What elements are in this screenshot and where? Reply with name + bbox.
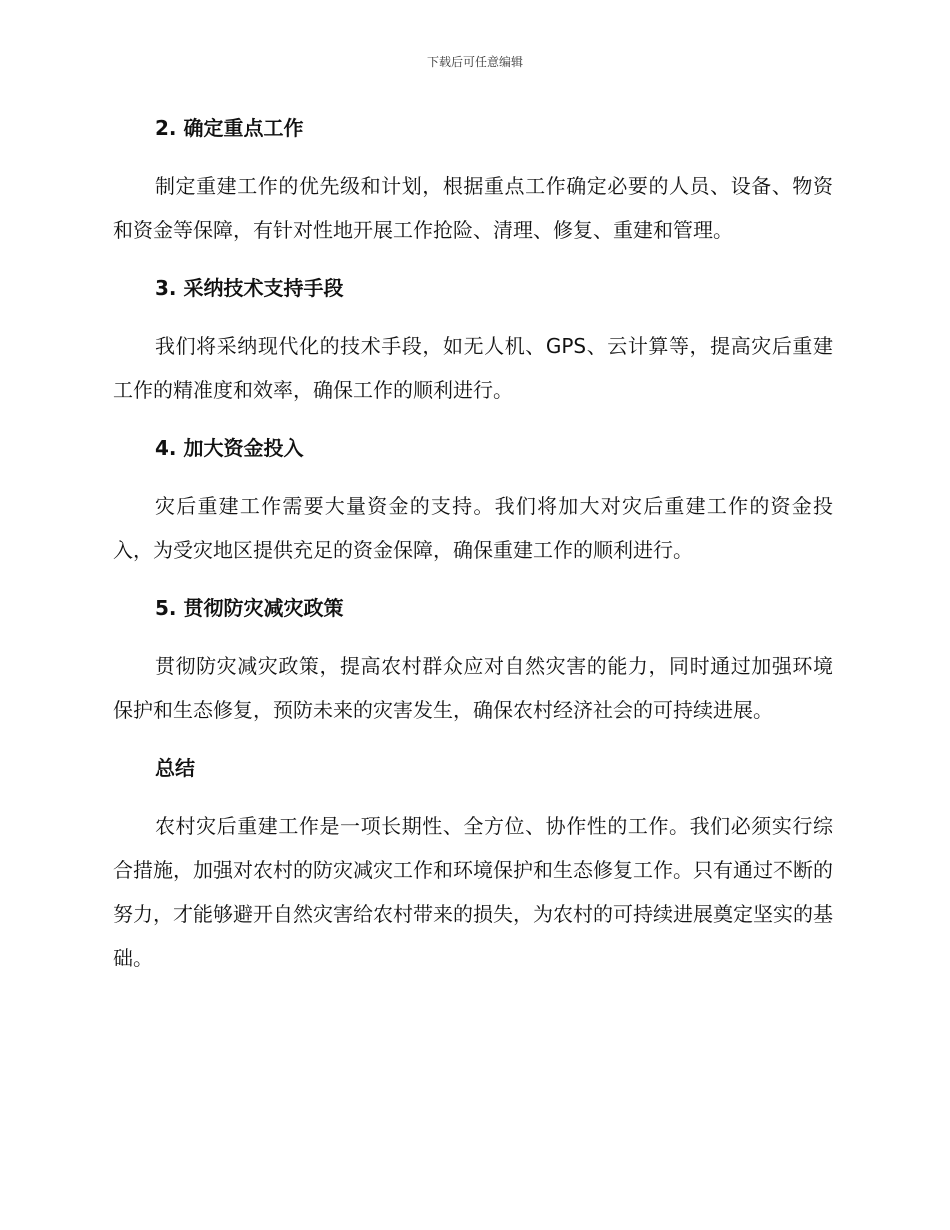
page-header: 下载后可任意编辑 (426, 55, 523, 69)
summary-paragraph: 农村灾后重建工作是一项长期性、全方位、协作性的工作。我们必须实行综合措施，加强对农村的防灾减灾工作和环境保护和生态修复工作。只有通过不断的努力，才能够避开自然灾害给农村带来的损失，为农村的可持续进展奠定坚实的基础。 (113, 814, 833, 970)
section-paragraph-4: 灾后重建工作需要大量资金的支持。我们将加大对灾后重建工作的资金投入，为受灾地区提供充足的资金保障，确保重建工作的顺利进行。 (113, 494, 833, 562)
section-heading-3: 3. 采纳技术支持手段 (155, 276, 344, 300)
section-heading-2: 2. 确定重点工作 (155, 116, 304, 140)
section-paragraph-5: 贯彻防灾减灾政策，提高农村群众应对自然灾害的能力，同时通过加强环境保护和生态修复，预防未来的灾害发生，确保农村经济社会的可持续进展。 (113, 654, 833, 722)
section-heading-4: 4. 加大资金投入 (155, 436, 304, 460)
section-paragraph-2: 制定重建工作的优先级和计划，根据重点工作确定必要的人员、设备、物资和资金等保障，有针对性地开展工作抢险、清理、修复、重建和管理。 (113, 174, 833, 242)
section-heading-5: 5. 贯彻防灾减灾政策 (155, 596, 344, 620)
document-body (113, 108, 833, 996)
summary-heading: 总结 (155, 756, 195, 780)
section-paragraph-3: 我们将采纳现代化的技术手段，如无人机、GPS、云计算等，提高灾后重建工作的精准度和效率，确保工作的顺利进行。 (113, 334, 833, 402)
